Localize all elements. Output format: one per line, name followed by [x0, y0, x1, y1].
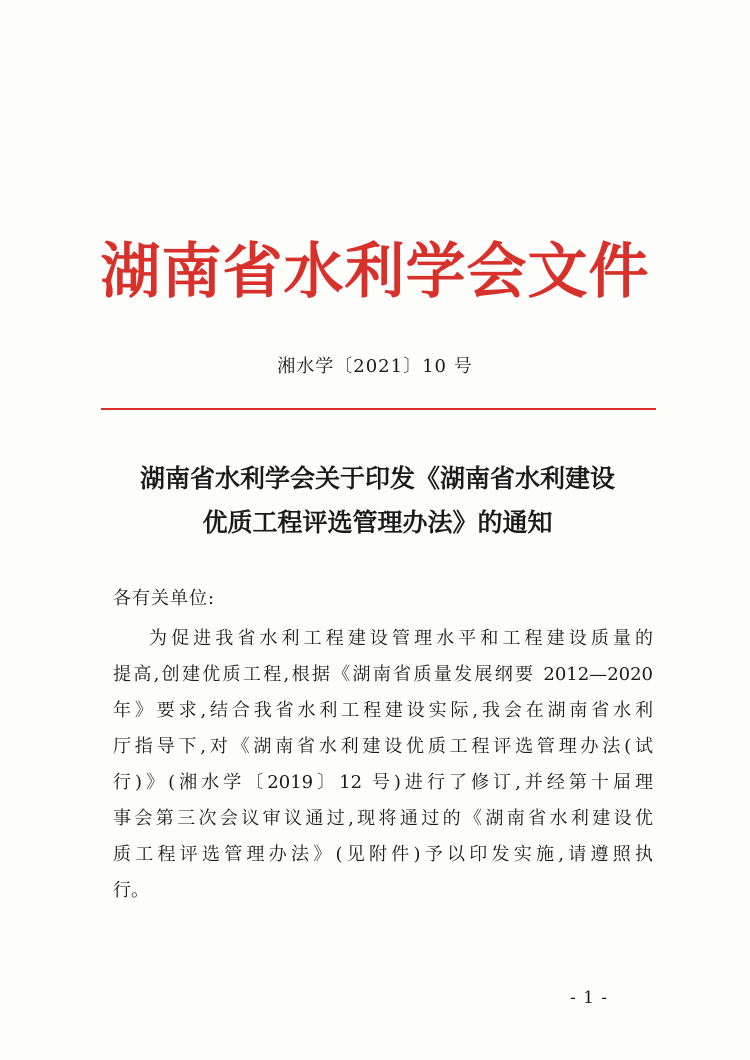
body-line: 行)》(湘水学〔2019〕12 号)进行了修订,并经第十届理 — [113, 772, 653, 793]
page-number: - 1 - — [570, 988, 609, 1008]
body-line: 事会第三次会议审议通过,现将通过的《湖南省水利建设优 — [113, 808, 653, 829]
body-line: 行。 — [113, 880, 149, 901]
body-line: 质工程评选管理办法》(见附件)予以印发实施,请遵照执 — [113, 844, 653, 865]
body-line: 提高,创建优质工程,根据《湖南省质量发展纲要 2012—2020 — [113, 664, 653, 685]
document-number: 湘水学〔2021〕10 号 — [277, 356, 473, 377]
body-line: 为促进我省水利工程建设管理水平和工程建设质量的 — [149, 628, 653, 649]
red-header-title: 湖南省水利学会文件 — [100, 237, 650, 307]
notice-title-line-1: 湖南省水利学会关于印发《湖南省水利建设 — [139, 464, 615, 493]
salutation: 各有关单位: — [113, 588, 216, 609]
body-paragraph — [113, 621, 653, 909]
body-line: 年》要求,结合我省水利工程建设实际,我会在湖南省水利 — [113, 700, 653, 721]
red-divider-line — [101, 408, 656, 410]
body-line: 厅指导下,对《湖南省水利建设优质工程评选管理办法(试 — [113, 736, 653, 757]
notice-title — [90, 457, 665, 545]
notice-title-line-2: 优质工程评选管理办法》的通知 — [202, 508, 553, 537]
